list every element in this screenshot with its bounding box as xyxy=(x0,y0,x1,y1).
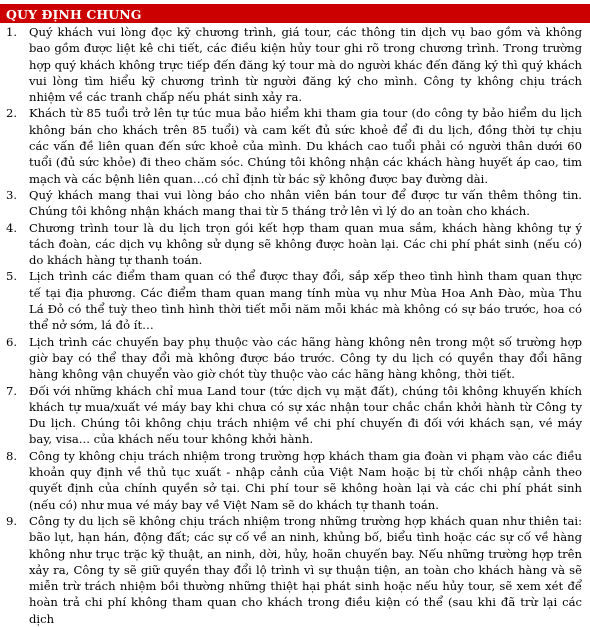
term-number: 6. xyxy=(6,334,18,349)
term-item xyxy=(0,383,590,448)
term-text: Đối với những khách chỉ mua Land tour (tức dịch vụ mặt đất), chúng tôi không khuyến khích khách tự mua/xuất vé máy bay khi chưa có sự xác nhận tour chắc chắn khởi hành từ Công ty Du lịch. Chúng tôi không chịu trách nhiệm về chi phí chuyến đi đối với khách sạn, vé máy bay, visa... của khách nếu tour không khởi hành. xyxy=(29,383,582,447)
term-text: Lịch trình các chuyến bay phụ thuộc vào các hãng hàng không nên trong một số trường hợp giờ bay có thể thay đổi mà không được báo trước. Công ty du lịch có quyền thay đổi hãng hàng không vận chuyển vào giờ chót tùy thuộc vào các hãng hàng không, thời tiết. xyxy=(29,334,582,382)
section-header xyxy=(0,4,590,23)
term-number: 5. xyxy=(6,269,18,284)
term-number: 8. xyxy=(6,448,18,463)
term-item xyxy=(0,105,590,186)
term-text: Quý khách mang thai vui lòng báo cho nhân viên bán tour để được tư vấn thêm thông tin. Chúng tôi không nhận khách mang thai từ 5 tháng trở lên vì lý do an toàn cho khách. xyxy=(29,187,582,219)
term-item xyxy=(0,268,590,333)
term-number: 7. xyxy=(6,383,18,398)
term-text: Quý khách vui lòng đọc kỹ chương trình, giá tour, các thông tin dịch vụ bao gồm và không bao gồm được liệt kê chi tiết, các điều kiện hủy tour ghi rõ trong chương trình. Trong trường hợp quý khách không trực tiếp đến đăng ký tour mà do người khác đến đăng ký thì quý khách vui lòng tìm hiểu kỹ chương trình từ người đăng ký cho mình. Công ty không chịu trách nhiệm về các tranh chấp nếu phát sinh xảy ra. xyxy=(29,25,582,105)
term-text: Công ty không chịu trách nhiệm trong trường hợp khách tham gia đoàn vi phạm vào các điều khoản quy định về thủ tục xuất - nhập cảnh của Việt Nam hoặc bị từ chối nhập cảnh theo quyết định của chính quyền sở tại. Chi phí tour sẽ không hoàn lại và các chi phí phát sinh (nếu có) như mua vé máy bay về Việt Nam sẽ do khách tự thanh toán. xyxy=(29,448,582,512)
term-text: Công ty du lịch sẽ không chịu trách nhiệm trong những trường hợp khách quan như thiên tai: bão lụt, hạn hán, động đất; các sự cố về an ninh, khủng bố, biểu tình hoặc các sự cố về hàng không như trục trặc kỹ thuật, an ninh, dời, hủy, hoãn chuyến bay. Nếu những trường hợp trên xảy ra, Công ty sẽ giữ quyền thay đổi lộ trình vì sự thuận tiện, an toàn cho khách hàng và sẽ miễn trừ trách nhiệm bồi thường những thiệt hại phát sinh hoặc nếu hủy tour, sẽ xem xét để hoàn trả chi phí không tham quan cho khách trong điều kiện có thể (sau khi đã trừ lại các dịch xyxy=(29,513,582,626)
term-item xyxy=(0,220,590,269)
term-number: 9. xyxy=(6,513,18,528)
term-item xyxy=(0,513,590,627)
term-text: Chương trình tour là du lịch trọn gói kết hợp tham quan mua sắm, khách hàng không tự ý tách đoàn, các dịch vụ không sử dụng sẽ không được hoàn lại. Các chi phí phát sinh (nếu có) do khách hàng tự thanh toán. xyxy=(29,220,582,268)
term-text: Khách từ 85 tuổi trở lên tự túc mua bảo hiểm khi tham gia tour (do công ty bảo hiểm du lịch không bán cho khách trên 85 tuổi) và cam kết đủ sức khoẻ để đi du lịch, đồng thời tự chịu các vấn đề liên quan đến sức khoẻ của mình. Du khách cao tuổi phải có người thân dưới 60 tuổi (đủ sức khỏe) đi theo chăm sóc. Chúng tôi không nhận các khách hàng huyết áp cao, tim mạch và các bệnh liên quan…có chỉ định từ bác sỹ không được bay đường dài. xyxy=(29,106,582,186)
term-text: Lịch trình các điểm tham quan có thể được thay đổi, sắp xếp theo tình hình tham quan thực tế tại địa phương. Các điểm tham quan mang tính mùa vụ như Mùa Hoa Anh Đào, mùa Thu Lá Đỏ có thể tuỳ theo tình hình thời tiết mỗi năm mỗi khác mà không có sự báo trước, hoa có thể nở sớm, lá đỏ ít… xyxy=(29,269,582,333)
term-item xyxy=(0,448,590,513)
term-item xyxy=(0,187,590,220)
section-title: QUY ĐỊNH CHUNG xyxy=(6,7,142,22)
term-number: 2. xyxy=(6,106,18,121)
term-number: 4. xyxy=(6,220,18,235)
terms-list xyxy=(0,24,590,627)
term-item xyxy=(0,24,590,105)
term-item xyxy=(0,334,590,383)
term-number: 3. xyxy=(6,187,18,202)
term-number: 1. xyxy=(6,25,18,39)
